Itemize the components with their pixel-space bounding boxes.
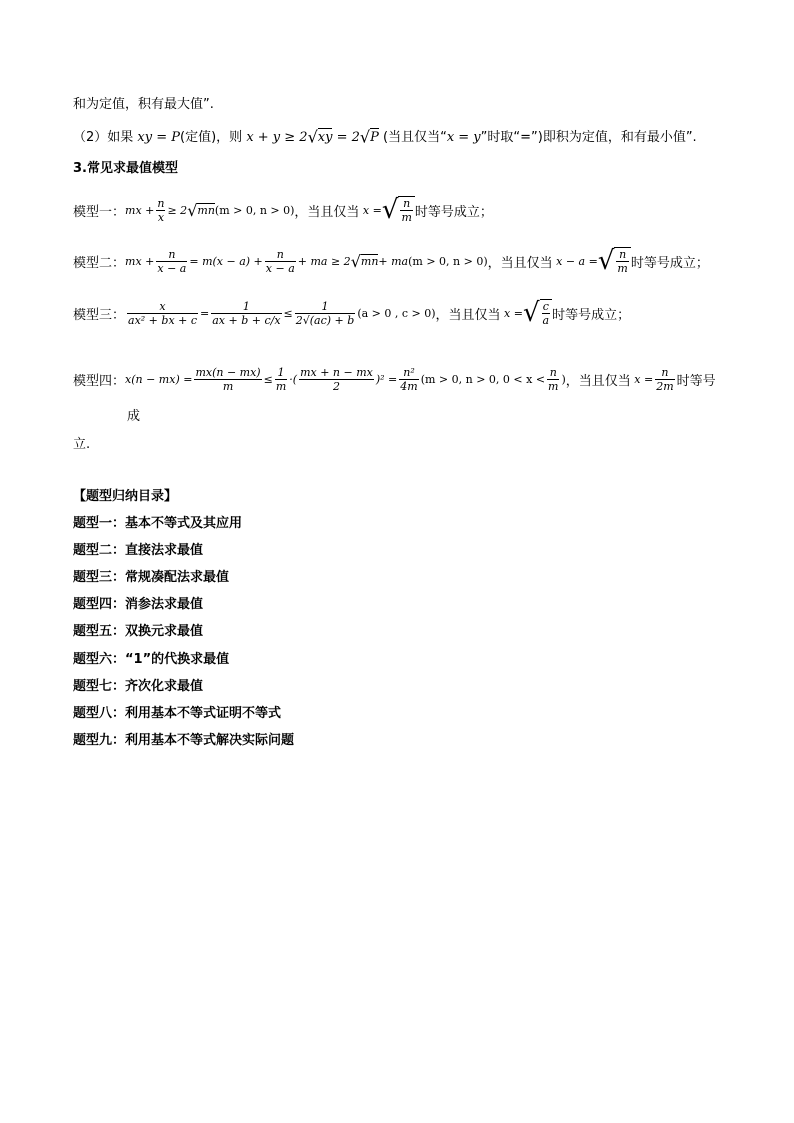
model-3-label: 模型三： xyxy=(73,307,126,323)
intro-cond: (定值)，则 xyxy=(180,130,243,145)
toc-item-9: 题型九：利用基本不等式解决实际问题 xyxy=(73,733,295,748)
intro-note-a: (当且仅当“ xyxy=(383,130,447,145)
model-1-label: 模型一： xyxy=(73,204,126,220)
model-3-frac-c: $\frac{1}{2√(ac) + b}$ xyxy=(295,299,355,327)
intro-line-2 xyxy=(73,128,697,147)
model-4-end: 时等号 xyxy=(676,373,716,389)
model-4-close: ) xyxy=(561,372,566,386)
model-4-dot: ·( xyxy=(289,372,298,386)
model-2-sqrt: √mn xyxy=(350,251,379,271)
sqrt-xy: √xy xyxy=(307,127,333,147)
model-2-formula-d: + ma xyxy=(378,254,409,268)
model-3-end: 时等号成立； xyxy=(552,307,631,323)
model-3-cond: (a > 0 , c > 0) xyxy=(357,306,436,320)
model-4-frac-e: $\frac{n}{m}$ xyxy=(548,365,559,393)
model-4-frac-f: $\frac{n}{2m}$ xyxy=(656,365,674,393)
model-1-cond: (m > 0, n > 0) xyxy=(214,203,295,217)
model-1-end: 时等号成立； xyxy=(414,204,493,220)
formula-eq: = 2 xyxy=(336,130,360,145)
model-4-text: ，当且仅当 xyxy=(565,373,631,389)
toc-item-5: 题型五：双换元求最值 xyxy=(73,624,204,639)
model-4-formula-a: x(n − mx) = xyxy=(125,372,193,386)
model-1-frac: $\frac{n}{x}$ xyxy=(157,196,165,224)
formula-xy-eq-p: xy = P xyxy=(137,130,181,145)
model-4-sq: )² = xyxy=(375,372,398,386)
model-4-cond: (m > 0, n > 0, 0 < x < xyxy=(420,372,546,386)
toc-item-2: 题型二：直接法求最值 xyxy=(73,543,204,558)
model-4-wrap-1: 成 xyxy=(127,409,141,424)
toc-item-1: 题型一：基本不等式及其应用 xyxy=(73,516,243,531)
model-4 xyxy=(73,360,716,398)
model-2-label: 模型二： xyxy=(73,255,126,271)
model-1-formula-b: ≥ 2 xyxy=(167,203,188,217)
model-2-x-eq: x − a = xyxy=(552,254,598,268)
intro-prefix: （2）如果 xyxy=(73,130,134,145)
model-1-x-eq: x = xyxy=(359,203,382,217)
model-2-frac-b: $\frac{n}{x - a}$ xyxy=(265,247,295,275)
toc-item-8: 题型八：利用基本不等式证明不等式 xyxy=(73,706,282,721)
section-title: 3.常见求最值模型 xyxy=(73,161,178,176)
model-3-le: ≤ xyxy=(283,306,293,320)
model-2 xyxy=(73,244,709,278)
model-2-formula-c: + ma ≥ 2 xyxy=(297,254,351,268)
model-1-sqrt: √mn xyxy=(187,200,215,220)
model-1-root: √ $\frac{n}{m}$ xyxy=(382,195,415,225)
model-4-x-eq: x = xyxy=(630,372,654,386)
intro-text-1: 和为定值，积有最大值”. xyxy=(73,97,214,112)
model-2-formula-b: = m(x − a) + xyxy=(189,254,263,268)
toc-item-3: 题型三：常规凑配法求最值 xyxy=(73,570,230,585)
model-1 xyxy=(73,193,493,227)
model-2-formula-a: mx + xyxy=(125,254,155,268)
formula-x-eq-y: x = y xyxy=(446,130,481,145)
model-4-frac-d: $\frac{\text{n²}}{4m}$ xyxy=(400,365,418,393)
toc-item-6: 题型六：“1”的代换求最值 xyxy=(73,652,230,667)
toc-item-7: 题型七：齐次化求最值 xyxy=(73,679,204,694)
model-2-cond: (m > 0, n > 0) xyxy=(408,254,488,268)
model-4-frac-b: $\frac{1}{m}$ xyxy=(275,365,287,393)
formula-ineq: x + y ≥ 2 xyxy=(246,130,308,145)
model-3-x-eq: x = xyxy=(500,306,523,320)
model-1-text: ，当且仅当 xyxy=(294,204,360,220)
model-3-text: ，当且仅当 xyxy=(435,307,501,323)
model-3-frac-a: $\frac{x}{\text{ax² + bx + c}}$ xyxy=(128,299,198,327)
model-3-eq: = xyxy=(200,306,210,320)
model-1-formula-a: mx + xyxy=(125,203,155,217)
model-4-frac-c: $\frac{mx + n - mx}{2}$ xyxy=(300,365,373,393)
model-3-frac-b: $\frac{1}{ax + b + c/x}$ xyxy=(212,299,281,327)
model-4-wrap-2: 立. xyxy=(73,437,91,452)
model-4-label: 模型四： xyxy=(73,373,126,389)
model-3 xyxy=(73,293,630,333)
model-2-text: ，当且仅当 xyxy=(487,255,553,271)
model-2-root: √ $\frac{n}{m}$ xyxy=(598,246,631,276)
sqrt-p: √P xyxy=(359,127,379,147)
toc-item-4: 题型四：消参法求最值 xyxy=(73,597,204,612)
model-4-le: ≤ xyxy=(263,372,273,386)
intro-line-1 xyxy=(73,96,214,114)
model-3-root: √ $\frac{c}{a}$ xyxy=(523,298,552,328)
model-2-frac-a: $\frac{n}{x - a}$ xyxy=(157,247,187,275)
model-4-frac-a: $\frac{mx(n - mx)}{m}$ xyxy=(195,365,261,393)
intro-note-b: ”时取“=”)即积为定值，和有最小值”. xyxy=(480,130,697,145)
model-2-end: 时等号成立； xyxy=(630,255,709,271)
toc-heading: 【题型归纳目录】 xyxy=(73,489,178,504)
